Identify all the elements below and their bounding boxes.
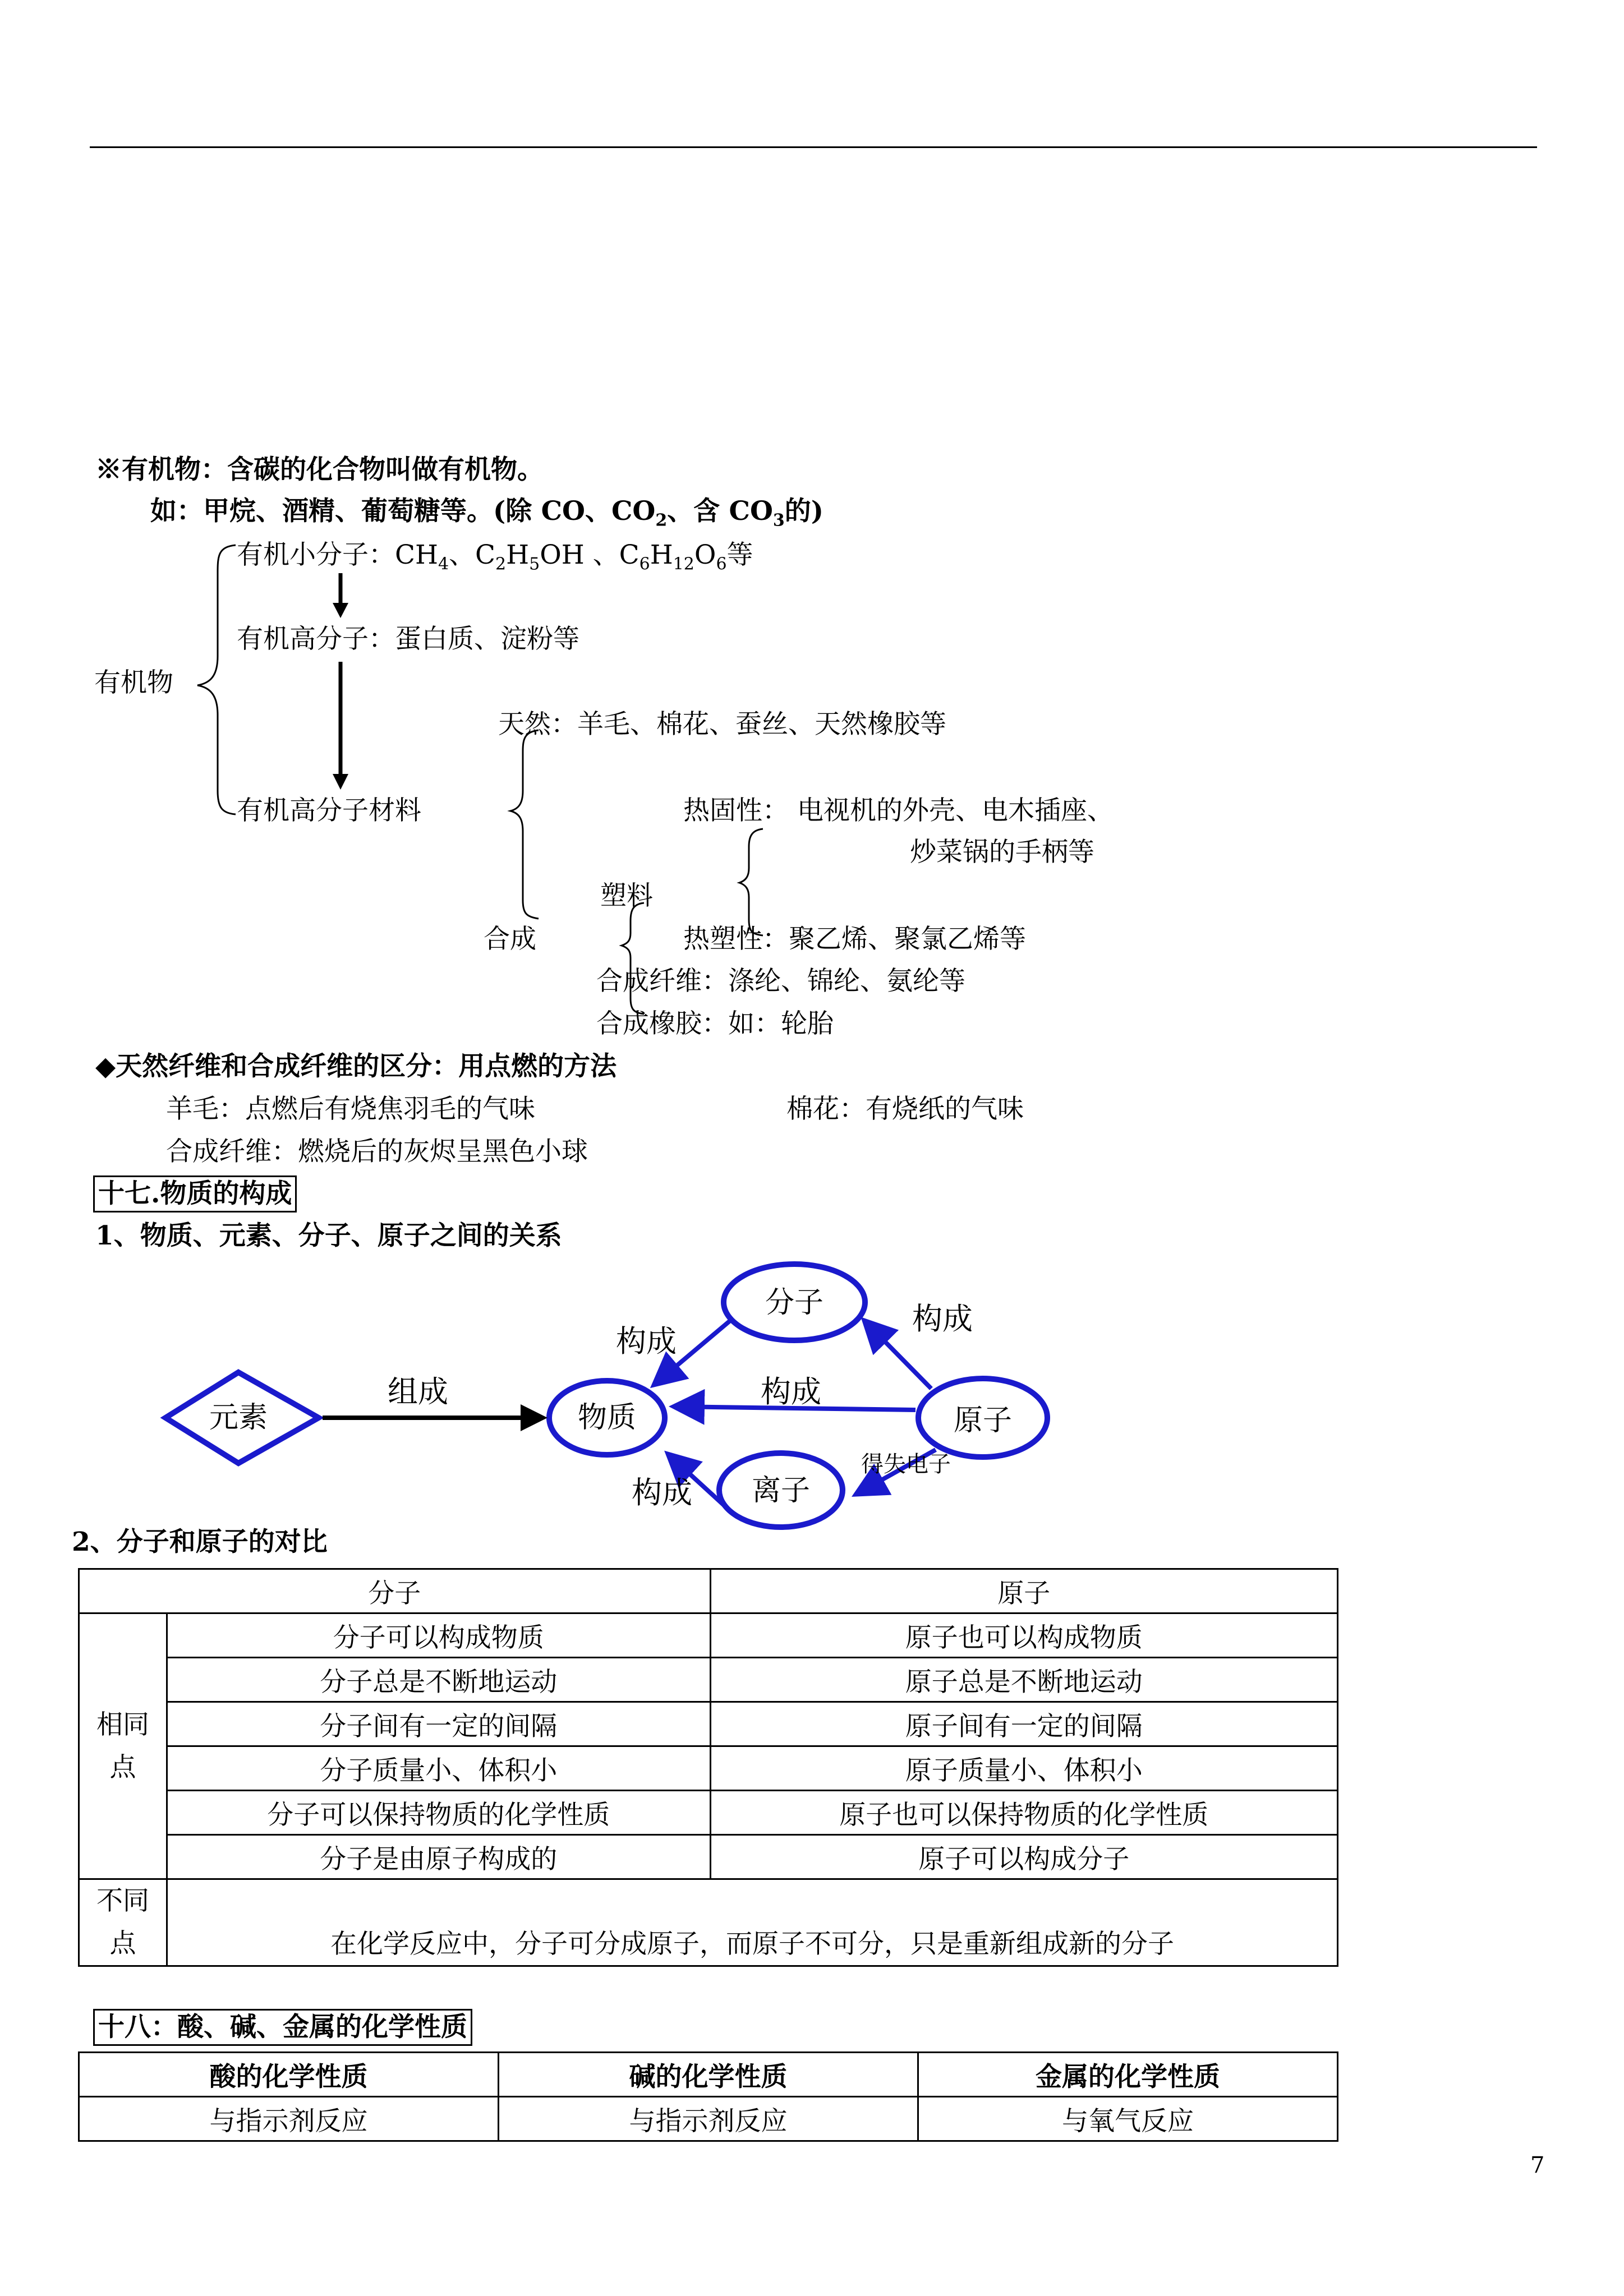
ion-label: 离子 xyxy=(751,1474,811,1507)
table-row xyxy=(79,1791,1338,1835)
substance-label: 物质 xyxy=(577,1401,637,1435)
table-cell: 与指示剂反应 xyxy=(79,2097,499,2141)
constitute-label-1: 构成 xyxy=(616,1324,677,1359)
table-cell: 分子间有一定的间隔 xyxy=(167,1702,710,1746)
table-row-diff xyxy=(79,1879,1338,1966)
header-molecule: 分子 xyxy=(79,1569,711,1613)
section17-sub1: 1、物质、元素、分子、原子之间的关系 xyxy=(95,1220,562,1251)
table-cell: 原子可以构成分子 xyxy=(710,1835,1337,1879)
fiber-heading: ◆天然纤维和合成纤维的区分：用点燃的方法 xyxy=(95,1051,617,1082)
table-cell: 原子也可以构成物质 xyxy=(710,1613,1337,1658)
natural-materials: 天然：羊毛、棉花、蚕丝、天然橡胶等 xyxy=(498,709,946,740)
macromolecule: 有机高分子：蛋白质、淀粉等 xyxy=(237,624,579,654)
header-metal: 金属的化学性质 xyxy=(918,2053,1338,2097)
section17-title: 十七.物质的构成 xyxy=(93,1175,297,1212)
diff-cell: 在化学反应中，分子可分成原子，而原子不可分，只是重新组成新的分子 xyxy=(167,1879,1337,1966)
small-molecule: 有机小分子：$CH_4$、$C_2H_5OH$ 、$C_6H_{12}O_6$等 xyxy=(237,540,753,574)
page-number: 7 xyxy=(1530,2152,1545,2178)
macromolecule-material: 有机高分子材料 xyxy=(237,795,421,826)
molecule-label: 分子 xyxy=(765,1286,824,1320)
table-cell: 分子质量小、体积小 xyxy=(167,1746,710,1791)
cotton-test: 棉花：有烧纸的气味 xyxy=(786,1094,1024,1124)
table-row xyxy=(79,1613,1338,1658)
table-row xyxy=(79,1835,1338,1879)
constitute-label-3: 构成 xyxy=(761,1374,821,1409)
organic-root-label: 有机物 xyxy=(94,667,173,698)
constitute-label-4: 构成 xyxy=(632,1475,692,1510)
table-cell: 分子可以保持物质的化学性质 xyxy=(167,1791,710,1835)
organic-definition: ※有机物：含碳的化合物叫做有机物。 xyxy=(95,454,544,485)
synthetic-fiber-test: 合成纤维：燃烧后的灰烬呈黑色小球 xyxy=(166,1136,588,1167)
table-cell: 原子也可以保持物质的化学性质 xyxy=(710,1791,1337,1835)
table-header-row xyxy=(79,2053,1338,2097)
element-label: 元素 xyxy=(209,1401,268,1435)
acid-base-metal-table xyxy=(78,2051,1338,2142)
atom-label: 原子 xyxy=(953,1404,1013,1437)
header-base: 碱的化学性质 xyxy=(499,2053,918,2097)
header-acid: 酸的化学性质 xyxy=(79,2053,499,2097)
table-cell: 原子间有一定的间隔 xyxy=(710,1702,1337,1746)
table-row xyxy=(79,1702,1338,1746)
table-cell: 分子是由原子构成的 xyxy=(167,1835,710,1879)
table-cell: 与氧气反应 xyxy=(918,2097,1338,2141)
electron-label: 得失电子 xyxy=(861,1451,951,1477)
compose-label: 组成 xyxy=(388,1374,448,1409)
table-cell: 原子总是不断地运动 xyxy=(710,1658,1337,1702)
synthetic-fiber: 合成纤维：涤纶、锦纶、氨纶等 xyxy=(596,966,965,997)
synthetic-label: 合成 xyxy=(484,924,536,955)
thermoplastic: 热塑性：聚乙烯、聚氯乙烯等 xyxy=(683,924,1026,955)
molecule-atom-table xyxy=(78,1568,1338,1967)
thermoset-cont: 炒菜锅的手柄等 xyxy=(910,837,1094,868)
table-cell: 与指示剂反应 xyxy=(499,2097,918,2141)
plastic-label: 塑料 xyxy=(600,880,653,911)
organic-examples: 如：甲烷、酒精、葡萄糖等。(除 CO、$CO_2$、含 $CO_3$的) xyxy=(150,496,824,531)
table-row xyxy=(79,1658,1338,1702)
wool-test: 羊毛：点燃后有烧焦羽毛的气味 xyxy=(166,1094,535,1124)
table-cell: 分子可以构成物质 xyxy=(167,1613,710,1658)
diff-label: 不同点 xyxy=(79,1879,167,1966)
synthetic-rubber: 合成橡胶：如：轮胎 xyxy=(596,1008,834,1039)
constitute-label-2: 构成 xyxy=(912,1301,973,1336)
table-row xyxy=(79,1746,1338,1791)
same-label: 相同点 xyxy=(79,1613,167,1879)
thermoset: 热固性： 电视机的外壳、电木插座、 xyxy=(683,795,1114,826)
table-cell: 原子质量小、体积小 xyxy=(710,1746,1337,1791)
section17-sub2: 2、分子和原子的对比 xyxy=(72,1527,328,1557)
table-row xyxy=(79,2097,1338,2141)
table-header-row xyxy=(79,1569,1338,1613)
header-atom: 原子 xyxy=(710,1569,1337,1613)
section18-title: 十八：酸、碱、金属的化学性质 xyxy=(93,2009,472,2046)
table-cell: 分子总是不断地运动 xyxy=(167,1658,710,1702)
